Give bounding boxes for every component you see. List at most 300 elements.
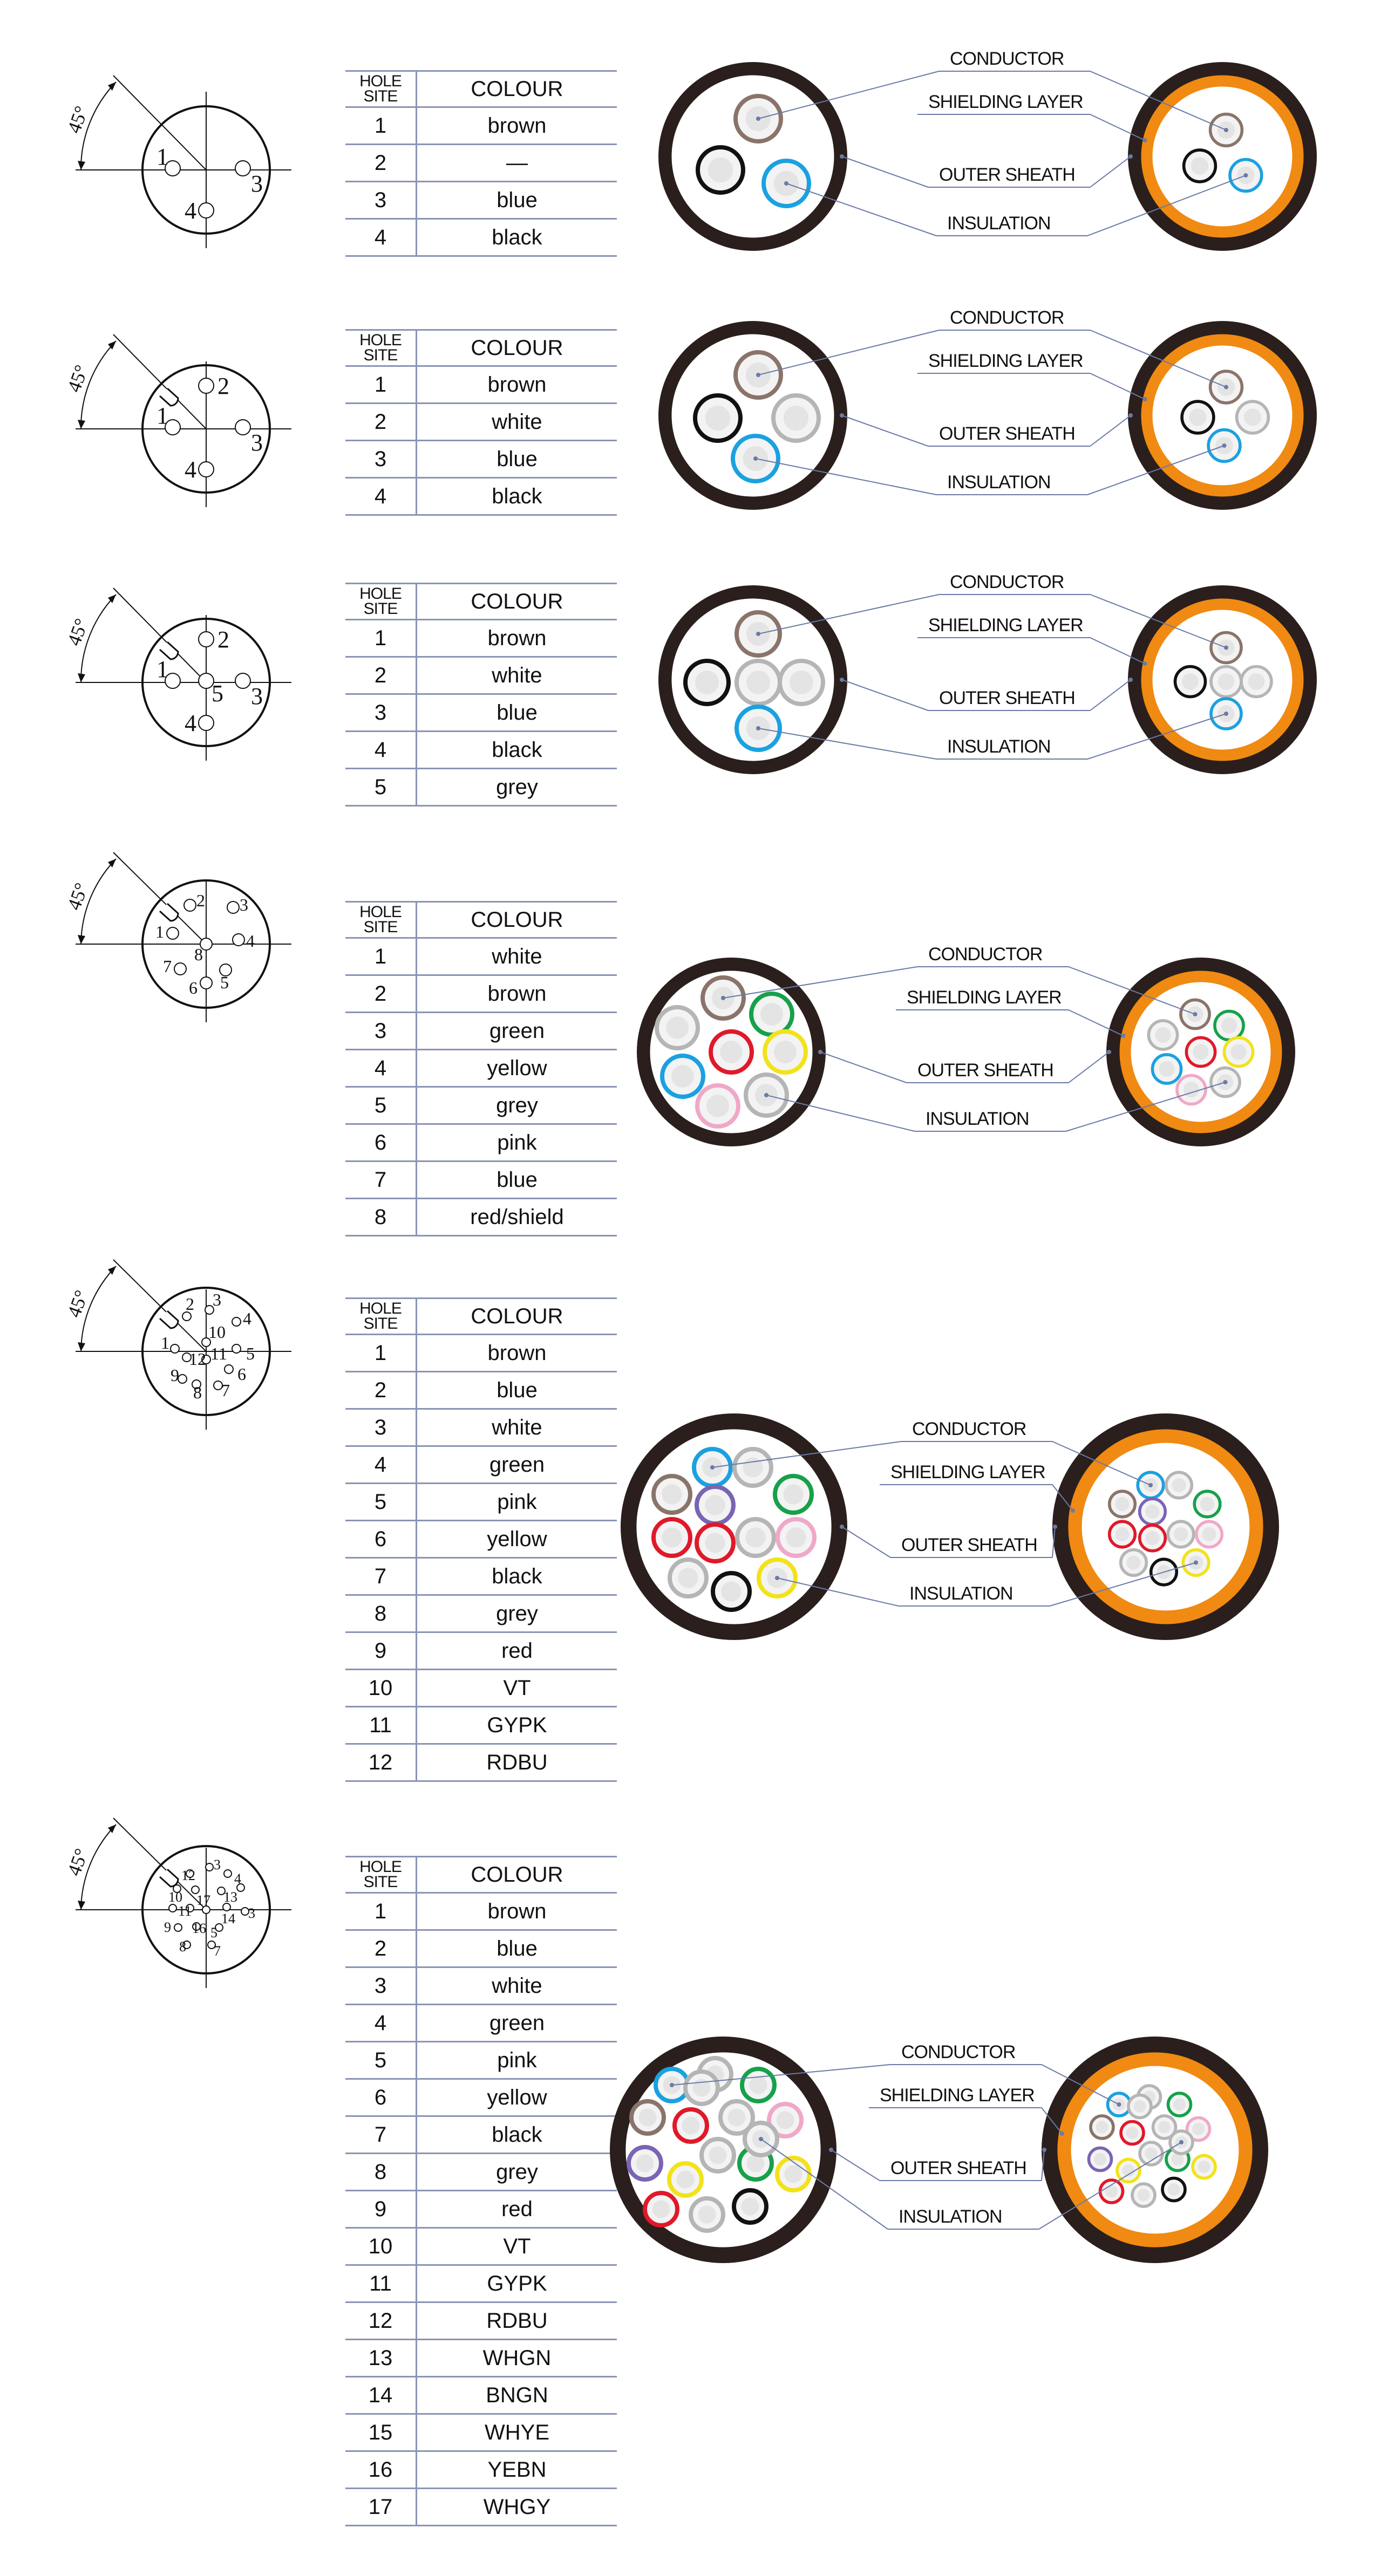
- colour-cell: red: [417, 1632, 617, 1670]
- callout-label: SHIELDING LAYER: [928, 351, 1083, 371]
- table-row: [345, 2042, 617, 2079]
- pin-hole: [235, 420, 250, 435]
- hole-site-cell: 3: [345, 1967, 417, 2005]
- hole-site-cell: 2: [345, 1930, 417, 1967]
- callout-label: CONDUCTOR: [912, 1419, 1026, 1439]
- hole-site-cell: 2: [345, 1372, 417, 1409]
- callout-shielding-layer: [917, 351, 1147, 401]
- wire-black: [1184, 150, 1216, 182]
- hole-site-header: HOLE SITE: [345, 330, 417, 366]
- pin-number: 3: [214, 1857, 221, 1873]
- wire-red: [1121, 2122, 1144, 2144]
- angle-label: 45°: [63, 616, 93, 649]
- callout-label: CONDUCTOR: [950, 572, 1064, 592]
- table-row: [345, 1013, 617, 1050]
- cable-section-shielded: [1128, 585, 1317, 774]
- table-row: [345, 1670, 617, 1707]
- wire-conductor: [1126, 1555, 1140, 1569]
- wire-red: [697, 1525, 733, 1561]
- wire-yellow: [765, 1031, 806, 1072]
- wire-pink: [778, 1519, 814, 1556]
- connector-face-12pin: [65, 1252, 313, 1446]
- wire-green: [1194, 1491, 1220, 1517]
- table-row: [345, 2005, 617, 2042]
- wire-pink: [697, 1085, 738, 1126]
- table-row: [345, 1521, 617, 1558]
- callout-label: SHIELDING LAYER: [907, 987, 1062, 1008]
- pin-number: 4: [246, 931, 255, 951]
- wire-conductor: [682, 2117, 700, 2135]
- table-row: [345, 1124, 617, 1161]
- wire-yellow: [1193, 2156, 1215, 2178]
- wire-white: [1168, 1521, 1194, 1547]
- wire-conductor: [728, 2109, 746, 2127]
- table-row: [345, 2377, 617, 2414]
- table-row: [345, 2340, 617, 2377]
- pin-number: 12: [181, 1868, 195, 1883]
- wire-conductor: [1115, 1497, 1129, 1511]
- pin-number: 17: [196, 1892, 210, 1908]
- colour-cell: grey: [417, 2154, 617, 2191]
- wire-conductor: [1126, 2127, 1138, 2139]
- colour-cell: yellow: [417, 2079, 617, 2116]
- wire-conductor: [671, 1065, 694, 1088]
- table-row: [345, 2414, 617, 2451]
- callout-label: INSULATION: [926, 1109, 1029, 1129]
- wire-white: [670, 1560, 706, 1596]
- wire-conductor: [1183, 1082, 1199, 1097]
- colour-cell: pink: [417, 2042, 617, 2079]
- callout-label: OUTER SHEATH: [890, 2158, 1026, 2178]
- wire-brown: [654, 1476, 690, 1513]
- hole-site-cell: 4: [345, 2005, 417, 2042]
- wire-conductor: [662, 1484, 682, 1504]
- callout-label: OUTER SHEATH: [901, 1535, 1037, 1555]
- hole-site-cell: 5: [345, 1087, 417, 1124]
- wire-conductor: [705, 406, 730, 431]
- colour-cell: white: [417, 404, 617, 441]
- wire-white: [1140, 2142, 1162, 2165]
- colour-cell: green: [417, 2005, 617, 2042]
- hole-site-cell: 1: [345, 107, 417, 145]
- pin-number: 8: [179, 1939, 186, 1955]
- wire-black: [1182, 401, 1214, 433]
- callout-label: SHIELDING LAYER: [890, 1462, 1045, 1482]
- hole-site-cell: 6: [345, 1521, 417, 1558]
- pin-number: 2: [196, 891, 205, 910]
- wire-conductor: [636, 2155, 654, 2172]
- colour-cell: RDBU: [417, 1744, 617, 1781]
- wire-green: [751, 994, 792, 1035]
- colour-cell: white: [417, 1409, 617, 1446]
- wire-yellow: [669, 2163, 702, 2196]
- table-row: [345, 2451, 617, 2489]
- hole-site-header: HOLE SITE: [345, 902, 417, 938]
- pin-number: 3: [251, 170, 263, 197]
- pin-number: 5: [210, 1925, 217, 1940]
- pin-number: 13: [223, 1889, 237, 1905]
- callout-shielding-layer: [869, 2085, 1064, 2136]
- wire-violet: [629, 2147, 661, 2179]
- cable-diagram: [610, 1413, 1290, 1640]
- colour-cell: blue: [417, 1372, 617, 1409]
- wire-conductor: [1248, 673, 1265, 690]
- hole-site-cell: 8: [345, 2154, 417, 2191]
- pin-number: 7: [214, 1943, 221, 1959]
- cable-diagram: [599, 2037, 1279, 2263]
- cable-section-plain: [621, 1413, 847, 1640]
- colour-cell: pink: [417, 1484, 617, 1521]
- table-row: [345, 620, 617, 657]
- colour-cell: blue: [417, 441, 617, 478]
- pin-hole: [199, 203, 214, 218]
- hole-site-cell: 11: [345, 2265, 417, 2302]
- wire-conductor: [666, 1016, 689, 1039]
- wire-conductor: [1202, 1527, 1216, 1541]
- wire-green: [775, 1476, 812, 1513]
- table-row: [345, 404, 617, 441]
- hole-site-cell: 10: [345, 1670, 417, 1707]
- colour-header: COLOUR: [417, 1299, 617, 1335]
- pin-number: 4: [243, 1309, 251, 1328]
- table-row: [345, 2154, 617, 2191]
- angle-indicator: [63, 334, 291, 429]
- colour-cell: RDBU: [417, 2302, 617, 2340]
- pin-diagram: [65, 847, 313, 1041]
- colour-cell: GYPK: [417, 1707, 617, 1744]
- wire-white: [1211, 667, 1241, 697]
- pin-hole: [199, 715, 214, 730]
- cable-section-shielded: [1042, 2037, 1268, 2263]
- table-row: [345, 1558, 617, 1595]
- colour-cell: BNGN: [417, 2377, 617, 2414]
- callout-label: CONDUCTOR: [950, 308, 1064, 328]
- wire-white: [685, 2072, 718, 2104]
- pin-diagram: [65, 313, 313, 507]
- wire-blue: [662, 1056, 703, 1097]
- wire-black: [713, 1573, 750, 1610]
- hole-site-cell: 2: [345, 404, 417, 441]
- pin-number: 1: [161, 1333, 169, 1352]
- pin-colour-table: [345, 901, 617, 1236]
- wire-conductor: [750, 2076, 767, 2094]
- wire-black: [685, 661, 729, 704]
- colour-header: COLOUR: [417, 71, 617, 107]
- wire-conductor: [786, 1527, 806, 1547]
- wire-red: [1140, 1525, 1166, 1551]
- cable-cross-section: [648, 566, 1328, 793]
- hole-site-cell: 6: [345, 1124, 417, 1161]
- wire-violet: [1089, 2148, 1112, 2171]
- wire-red: [1186, 1037, 1215, 1066]
- pin-number: 11: [210, 1344, 227, 1363]
- callout-outer-sheath: [840, 678, 1133, 710]
- cable-section-plain: [658, 62, 847, 251]
- table-row: [345, 1161, 617, 1199]
- colour-header: COLOUR: [417, 902, 617, 938]
- hole-site-header: HOLE SITE: [345, 71, 417, 107]
- table-row: [345, 694, 617, 732]
- wire-white: [1148, 1021, 1177, 1049]
- wire-white: [773, 395, 819, 441]
- table-row: [345, 1484, 617, 1521]
- hole-site-cell: 5: [345, 2042, 417, 2079]
- table-row: [345, 2116, 617, 2154]
- cable-diagram: [648, 43, 1328, 270]
- wire-conductor: [1200, 1497, 1214, 1511]
- callout-label: INSULATION: [947, 213, 1051, 234]
- callout-label: INSULATION: [909, 1583, 1013, 1604]
- angle-label: 45°: [63, 362, 93, 395]
- hole-site-header: HOLE SITE: [345, 1299, 417, 1335]
- hole-site-cell: 5: [345, 1484, 417, 1521]
- hole-site-cell: 4: [345, 732, 417, 769]
- hole-site-cell: 3: [345, 1409, 417, 1446]
- pin-number: 2: [217, 373, 229, 399]
- colour-cell: green: [417, 1013, 617, 1050]
- colour-cell: brown: [417, 107, 617, 145]
- wire-black: [698, 147, 743, 193]
- callout-shielding-layer: [917, 615, 1147, 666]
- wire-conductor: [678, 1568, 698, 1588]
- connector-face-5pin: [65, 566, 313, 761]
- table-row: [345, 366, 617, 404]
- colour-cell: red: [417, 2191, 617, 2228]
- colour-cell: black: [417, 478, 617, 515]
- pin-diagram: [65, 1810, 313, 2004]
- table-row: [345, 1050, 617, 1087]
- colour-cell: grey: [417, 1595, 617, 1632]
- hole-site-cell: 6: [345, 2079, 417, 2116]
- wire-conductor: [1173, 2098, 1186, 2110]
- wire-conductor: [1192, 2123, 1205, 2135]
- hole-site-cell: 1: [345, 938, 417, 975]
- hole-site-cell: 5: [345, 769, 417, 806]
- pin-number: 7: [163, 956, 172, 976]
- colour-cell: red/shield: [417, 1199, 617, 1236]
- wire-conductor: [1221, 1017, 1237, 1033]
- cable-diagram: [626, 939, 1306, 1165]
- pin-colour-table: [345, 1856, 617, 2526]
- hole-site-cell: 3: [345, 182, 417, 219]
- colour-cell: blue: [417, 182, 617, 219]
- wire-conductor: [745, 1527, 765, 1547]
- angle-label: 45°: [63, 880, 93, 913]
- hole-site-cell: 7: [345, 2116, 417, 2154]
- wire-red: [1100, 2180, 1123, 2203]
- callout-label: OUTER SHEATH: [939, 423, 1075, 444]
- cable-cross-section: [610, 1413, 1290, 1640]
- hole-site-cell: 10: [345, 2228, 417, 2265]
- wire-white: [737, 661, 780, 704]
- pin-number: 16: [192, 1921, 206, 1936]
- wire-green: [1215, 1011, 1243, 1040]
- colour-cell: blue: [417, 1930, 617, 1967]
- table-row: [345, 1199, 617, 1236]
- pin-number: 1: [157, 402, 168, 429]
- wire-conductor: [1145, 1531, 1159, 1545]
- cable-section-shielded: [1106, 958, 1295, 1146]
- pin-number: 3: [251, 429, 263, 456]
- hole-site-cell: 4: [345, 478, 417, 515]
- table-row: [345, 182, 617, 219]
- table-row: [345, 219, 617, 256]
- angle-label: 45°: [63, 103, 93, 136]
- pin-number: 5: [246, 1344, 255, 1363]
- wire-conductor: [709, 2147, 727, 2164]
- wire-conductor: [1096, 2121, 1108, 2133]
- hole-site-cell: 7: [345, 1558, 417, 1595]
- pin-diagram: [65, 54, 313, 248]
- hole-site-cell: 2: [345, 145, 417, 182]
- wire-conductor: [662, 1527, 682, 1547]
- colour-cell: —: [417, 145, 617, 182]
- wire-conductor: [1218, 673, 1235, 690]
- hole-site-cell: 2: [345, 975, 417, 1013]
- wire-conductor: [706, 1095, 729, 1117]
- wire-conductor: [1191, 157, 1208, 174]
- pin-diagram: [65, 1252, 313, 1446]
- callout-label: INSULATION: [899, 2206, 1002, 2227]
- pin-number: 12: [189, 1349, 206, 1369]
- angle-indicator: [63, 76, 291, 170]
- table-row: [345, 478, 617, 515]
- connector-face-8pin: [65, 847, 313, 1041]
- wire-green: [1168, 2093, 1191, 2116]
- table-row: [345, 1893, 617, 1930]
- colour-cell: yellow: [417, 1050, 617, 1087]
- table-row: [345, 938, 617, 975]
- callout-label: CONDUCTOR: [901, 2042, 1016, 2062]
- wire-conductor: [1145, 1505, 1159, 1519]
- colour-cell: blue: [417, 694, 617, 732]
- table-row: [345, 2079, 617, 2116]
- cable-section-plain: [658, 585, 847, 774]
- cable-cross-section: [648, 302, 1328, 529]
- table-row: [345, 1087, 617, 1124]
- keyway-notch: [160, 1311, 178, 1328]
- hole-site-cell: 1: [345, 620, 417, 657]
- hole-site-cell: 3: [345, 1013, 417, 1050]
- table-row: [345, 1930, 617, 1967]
- callout-outer-sheath: [840, 413, 1133, 446]
- hole-site-cell: 4: [345, 1446, 417, 1484]
- wire-violet: [697, 1487, 733, 1523]
- table-row: [345, 1967, 617, 2005]
- wire-pink: [1196, 1521, 1222, 1547]
- wire-white: [734, 1449, 771, 1486]
- hole-site-header: HOLE SITE: [345, 584, 417, 620]
- wire-conductor: [1189, 408, 1206, 426]
- cable-section-shielded: [1128, 62, 1317, 251]
- pin-diagram: [65, 566, 313, 761]
- wire-conductor: [1198, 2161, 1210, 2173]
- wire-conductor: [746, 671, 770, 694]
- table-row: [345, 2302, 617, 2340]
- hole-site-cell: 17: [345, 2489, 417, 2526]
- callout-label: SHIELDING LAYER: [928, 615, 1083, 636]
- hole-site-cell: 8: [345, 1199, 417, 1236]
- colour-cell: green: [417, 1446, 617, 1484]
- colour-cell: black: [417, 1558, 617, 1595]
- table-row: [345, 2489, 617, 2526]
- callout-label: CONDUCTOR: [928, 944, 1043, 965]
- pin-number: 6: [237, 1364, 246, 1384]
- wire-conductor: [705, 1495, 725, 1515]
- table-row: [345, 1335, 617, 1372]
- wire-conductor: [774, 1041, 797, 1063]
- colour-cell: blue: [417, 1161, 617, 1199]
- wire-brown: [1091, 2116, 1113, 2138]
- wire-conductor: [785, 2165, 802, 2183]
- table-row: [345, 441, 617, 478]
- wire-conductor: [1115, 1527, 1129, 1541]
- pin-number: 2: [217, 626, 229, 653]
- table-row: [345, 1409, 617, 1446]
- angle-indicator: [63, 1260, 291, 1351]
- colour-cell: grey: [417, 1087, 617, 1124]
- table-row: [345, 1744, 617, 1781]
- pin-hole: [199, 462, 214, 477]
- pin-number: 2: [186, 1294, 194, 1314]
- hole-site-cell: 14: [345, 2377, 417, 2414]
- wire-white: [1132, 2184, 1155, 2206]
- wire-white: [1128, 2095, 1151, 2118]
- table-row: [345, 145, 617, 182]
- callout-outer-sheath: [840, 1525, 1057, 1557]
- pin-colour-table: [345, 329, 617, 516]
- pin-number: 3: [248, 1905, 255, 1921]
- callout-shielding-layer: [896, 987, 1126, 1038]
- colour-cell: VT: [417, 2228, 617, 2265]
- colour-cell: brown: [417, 1893, 617, 1930]
- angle-indicator: [63, 588, 291, 682]
- wire-white: [702, 2139, 734, 2171]
- pin-number: 1: [157, 656, 168, 682]
- colour-cell: white: [417, 938, 617, 975]
- pin-number: 8: [193, 1383, 202, 1402]
- hole-site-cell: 8: [345, 1595, 417, 1632]
- wire-red: [675, 2109, 707, 2142]
- colour-cell: GYPK: [417, 2265, 617, 2302]
- pin-number: 6: [189, 978, 198, 997]
- table-row: [345, 1595, 617, 1632]
- pin-hole: [199, 378, 214, 393]
- wire-white: [1241, 667, 1271, 697]
- colour-header: COLOUR: [417, 330, 617, 366]
- wire-conductor: [1094, 2153, 1106, 2165]
- hole-site-cell: 3: [345, 694, 417, 732]
- pin-number: 1: [157, 144, 168, 170]
- wire-black: [1175, 667, 1206, 697]
- wire-white: [737, 1519, 774, 1556]
- wire-yellow: [1224, 1037, 1253, 1066]
- connector-face-4pin: [65, 54, 313, 248]
- colour-cell: pink: [417, 1124, 617, 1161]
- hole-site-header: HOLE SITE: [345, 1857, 417, 1893]
- colour-cell: black: [417, 219, 617, 256]
- keyway-notch: [160, 1869, 178, 1887]
- table-row: [345, 769, 617, 806]
- cable-cross-section: [648, 43, 1328, 270]
- table-row: [345, 975, 617, 1013]
- wire-black: [734, 2190, 766, 2223]
- hole-site-cell: 7: [345, 1161, 417, 1199]
- wire-white: [1237, 401, 1269, 433]
- wire-conductor: [760, 1003, 783, 1026]
- wire-conductor: [721, 1581, 741, 1601]
- pin-colour-table: [345, 1297, 617, 1782]
